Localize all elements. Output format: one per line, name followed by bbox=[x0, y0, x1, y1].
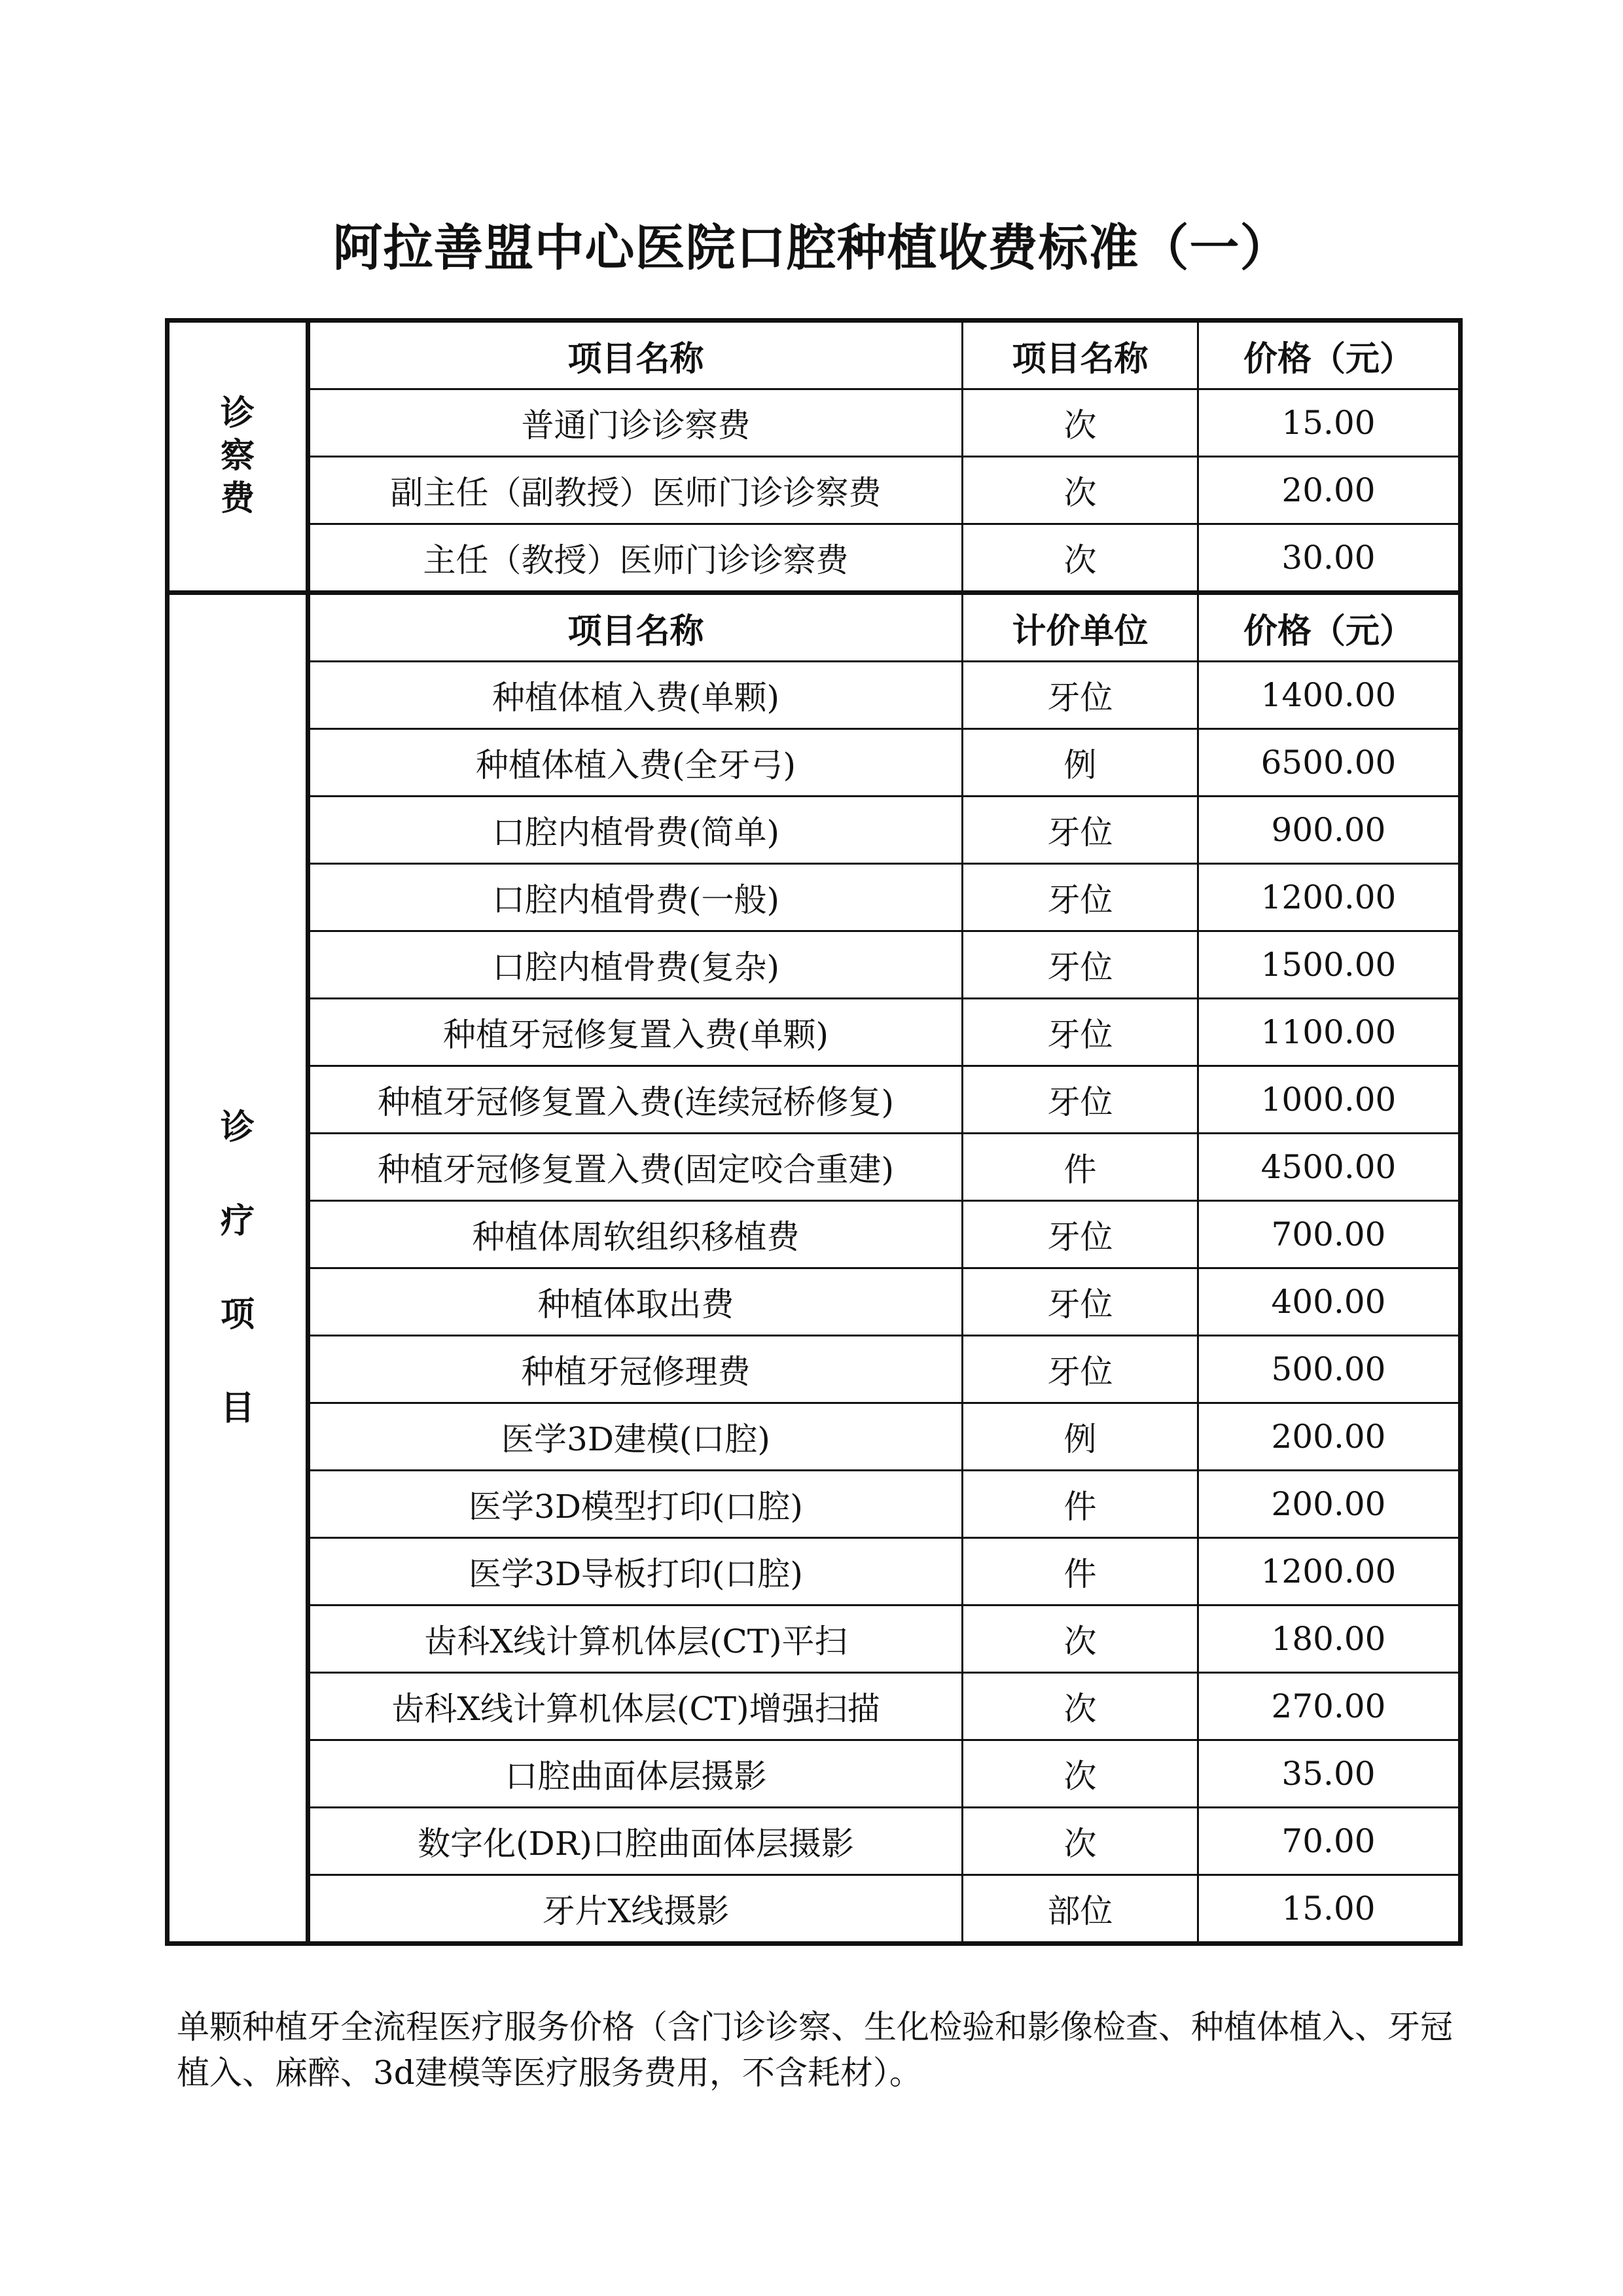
item-name-cell: 口腔内植骨费(一般) bbox=[308, 864, 963, 931]
table-row bbox=[168, 864, 1461, 931]
item-unit-cell: 例 bbox=[963, 729, 1198, 797]
item-price-cell: 500.00 bbox=[1198, 1336, 1461, 1403]
column-header-price: 价格（元） bbox=[1198, 593, 1461, 662]
consult-category-stack bbox=[169, 393, 306, 520]
table-row bbox=[168, 999, 1461, 1066]
category-char: 疗 bbox=[220, 1201, 255, 1241]
item-name-cell: 医学3D导板打印(口腔) bbox=[308, 1538, 963, 1605]
item-price-cell: 1200.00 bbox=[1198, 1538, 1461, 1605]
column-header-price: 价格（元） bbox=[1198, 321, 1461, 389]
item-unit-cell: 牙位 bbox=[963, 864, 1198, 931]
table-row bbox=[168, 797, 1461, 864]
item-price-cell: 1500.00 bbox=[1198, 931, 1461, 999]
table-row bbox=[168, 1471, 1461, 1538]
table-row bbox=[168, 1134, 1461, 1201]
table-row bbox=[168, 1201, 1461, 1268]
item-price-cell: 900.00 bbox=[1198, 797, 1461, 864]
item-price-cell: 4500.00 bbox=[1198, 1134, 1461, 1201]
item-name-cell: 口腔内植骨费(复杂) bbox=[308, 931, 963, 999]
item-price-cell: 20.00 bbox=[1198, 457, 1461, 524]
table-row bbox=[168, 389, 1461, 457]
column-header-name: 项目名称 bbox=[308, 321, 963, 389]
item-price-cell: 1200.00 bbox=[1198, 864, 1461, 931]
category-char: 诊 bbox=[220, 394, 255, 433]
item-name-cell: 口腔曲面体层摄影 bbox=[308, 1740, 963, 1808]
item-price-cell: 70.00 bbox=[1198, 1808, 1461, 1875]
item-unit-cell: 次 bbox=[963, 389, 1198, 457]
consult-category-label bbox=[168, 321, 308, 593]
table-row bbox=[168, 1808, 1461, 1875]
column-header-name: 项目名称 bbox=[308, 593, 963, 662]
treatment-section bbox=[168, 593, 1461, 1944]
column-header-unit: 计价单位 bbox=[963, 593, 1198, 662]
table-row bbox=[168, 1066, 1461, 1134]
item-name-cell: 副主任（副教授）医师门诊诊察费 bbox=[308, 457, 963, 524]
item-price-cell: 1400.00 bbox=[1198, 662, 1461, 729]
table-row bbox=[168, 524, 1461, 593]
item-name-cell: 主任（教授）医师门诊诊察费 bbox=[308, 524, 963, 593]
page-title: 阿拉善盟中心医院口腔种植收费标准（一） bbox=[332, 219, 1291, 277]
table-row bbox=[168, 1336, 1461, 1403]
item-price-cell: 1100.00 bbox=[1198, 999, 1461, 1066]
item-name-cell: 种植体植入费(全牙弓) bbox=[308, 729, 963, 797]
item-unit-cell: 牙位 bbox=[963, 1336, 1198, 1403]
footnote: 单颗种植牙全流程医疗服务价格（含门诊诊察、生化检验和影像检查、种植体植入、牙冠植入、麻醉、3d建模等医疗服务费用，不含耗材）。 bbox=[177, 2008, 1453, 2092]
item-unit-cell: 部位 bbox=[963, 1875, 1198, 1944]
item-name-cell: 种植体植入费(单颗) bbox=[308, 662, 963, 729]
item-price-cell: 700.00 bbox=[1198, 1201, 1461, 1268]
fee-table bbox=[165, 318, 1463, 1946]
table-row bbox=[168, 931, 1461, 999]
category-char: 项 bbox=[220, 1295, 255, 1335]
treatment-header-row bbox=[168, 593, 1461, 662]
item-name-cell: 牙片X线摄影 bbox=[308, 1875, 963, 1944]
item-name-cell: 齿科X线计算机体层(CT)增强扫描 bbox=[308, 1673, 963, 1740]
item-name-cell: 种植牙冠修理费 bbox=[308, 1336, 963, 1403]
item-name-cell: 口腔内植骨费(简单) bbox=[308, 797, 963, 864]
item-unit-cell: 次 bbox=[963, 1673, 1198, 1740]
table-row bbox=[168, 457, 1461, 524]
item-name-cell: 种植体周软组织移植费 bbox=[308, 1201, 963, 1268]
item-name-cell: 种植牙冠修复置入费(连续冠桥修复) bbox=[308, 1066, 963, 1134]
item-unit-cell: 牙位 bbox=[963, 1066, 1198, 1134]
consult-section bbox=[168, 321, 1461, 593]
item-unit-cell: 次 bbox=[963, 457, 1198, 524]
table-row bbox=[168, 1875, 1461, 1944]
table-row bbox=[168, 1538, 1461, 1605]
item-unit-cell: 牙位 bbox=[963, 931, 1198, 999]
item-unit-cell: 次 bbox=[963, 1605, 1198, 1673]
item-price-cell: 6500.00 bbox=[1198, 729, 1461, 797]
item-price-cell: 270.00 bbox=[1198, 1673, 1461, 1740]
item-unit-cell: 例 bbox=[963, 1403, 1198, 1471]
item-name-cell: 种植体取出费 bbox=[308, 1268, 963, 1336]
table-row bbox=[168, 1268, 1461, 1336]
item-name-cell: 普通门诊诊察费 bbox=[308, 389, 963, 457]
table-row bbox=[168, 729, 1461, 797]
item-name-cell: 种植牙冠修复置入费(固定咬合重建) bbox=[308, 1134, 963, 1201]
item-price-cell: 15.00 bbox=[1198, 1875, 1461, 1944]
table-row bbox=[168, 1740, 1461, 1808]
category-char: 目 bbox=[220, 1388, 255, 1428]
item-price-cell: 35.00 bbox=[1198, 1740, 1461, 1808]
item-price-cell: 180.00 bbox=[1198, 1605, 1461, 1673]
item-price-cell: 200.00 bbox=[1198, 1403, 1461, 1471]
consult-header-row bbox=[168, 321, 1461, 389]
column-header-unit: 项目名称 bbox=[963, 321, 1198, 389]
item-price-cell: 200.00 bbox=[1198, 1471, 1461, 1538]
item-price-cell: 1000.00 bbox=[1198, 1066, 1461, 1134]
item-name-cell: 种植牙冠修复置入费(单颗) bbox=[308, 999, 963, 1066]
item-unit-cell: 件 bbox=[963, 1471, 1198, 1538]
item-unit-cell: 次 bbox=[963, 1740, 1198, 1808]
category-char: 察 bbox=[220, 437, 255, 476]
item-unit-cell: 次 bbox=[963, 1808, 1198, 1875]
category-char: 费 bbox=[220, 479, 255, 518]
table-row bbox=[168, 1605, 1461, 1673]
treatment-category-stack bbox=[169, 1107, 306, 1430]
item-unit-cell: 件 bbox=[963, 1538, 1198, 1605]
item-name-cell: 医学3D建模(口腔) bbox=[308, 1403, 963, 1471]
item-unit-cell: 牙位 bbox=[963, 797, 1198, 864]
item-price-cell: 400.00 bbox=[1198, 1268, 1461, 1336]
item-unit-cell: 牙位 bbox=[963, 1268, 1198, 1336]
category-char: 诊 bbox=[220, 1107, 255, 1147]
table-row bbox=[168, 1403, 1461, 1471]
table-row bbox=[168, 1673, 1461, 1740]
item-name-cell: 数字化(DR)口腔曲面体层摄影 bbox=[308, 1808, 963, 1875]
table-row bbox=[168, 662, 1461, 729]
item-name-cell: 医学3D模型打印(口腔) bbox=[308, 1471, 963, 1538]
item-name-cell: 齿科X线计算机体层(CT)平扫 bbox=[308, 1605, 963, 1673]
item-unit-cell: 牙位 bbox=[963, 662, 1198, 729]
item-unit-cell: 次 bbox=[963, 524, 1198, 593]
item-unit-cell: 牙位 bbox=[963, 999, 1198, 1066]
item-price-cell: 30.00 bbox=[1198, 524, 1461, 593]
item-price-cell: 15.00 bbox=[1198, 389, 1461, 457]
treatment-category-label bbox=[168, 593, 308, 1944]
item-unit-cell: 件 bbox=[963, 1134, 1198, 1201]
item-unit-cell: 牙位 bbox=[963, 1201, 1198, 1268]
